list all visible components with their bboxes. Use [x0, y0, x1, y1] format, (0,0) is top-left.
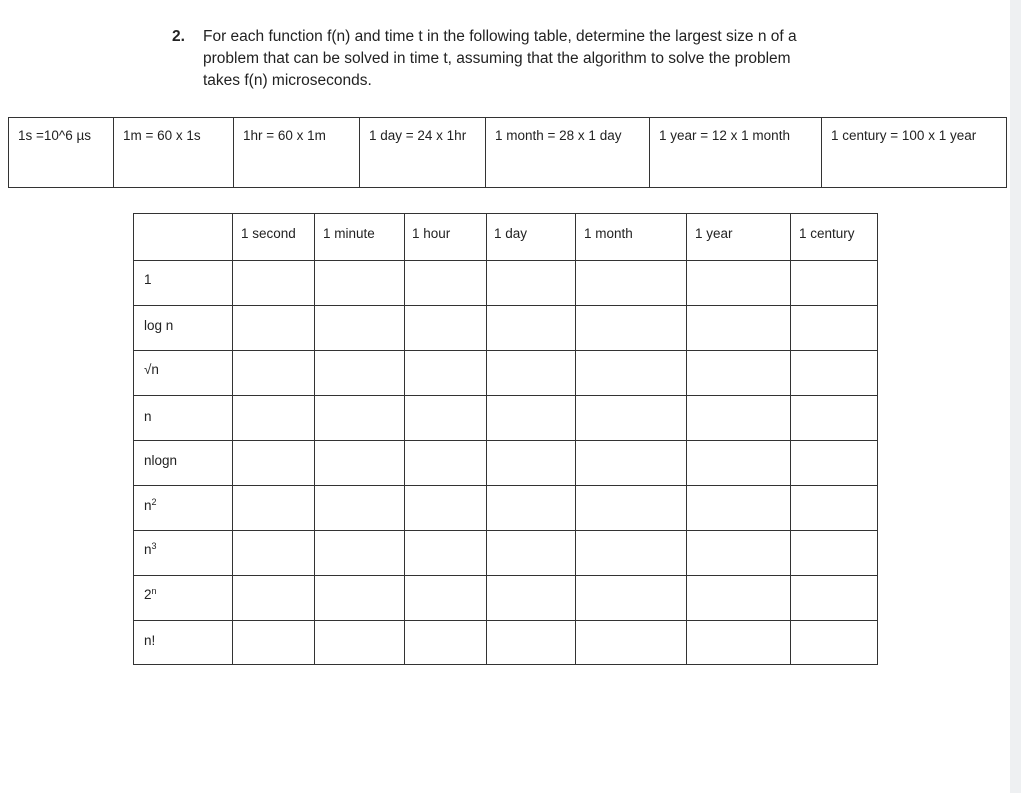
- column-header-hour: 1 hour: [412, 226, 451, 241]
- conversion-table: [8, 117, 1007, 188]
- grid-line: [134, 620, 877, 621]
- column-header-century: 1 century: [799, 226, 855, 241]
- grid-line: [314, 214, 315, 664]
- column-header-month: 1 month: [584, 226, 633, 241]
- conversion-cell-day: 1 day = 24 x 1hr: [360, 118, 486, 187]
- row-label-exponential: 2$^n$: [144, 586, 157, 602]
- row-label-sqrt: √n: [144, 362, 159, 377]
- grid-line: [134, 485, 877, 486]
- grid-line: [686, 214, 687, 664]
- grid-line: [134, 440, 877, 441]
- grid-line: [232, 214, 233, 664]
- row-label-cubic: $n^3$: [144, 541, 157, 557]
- grid-line: [134, 530, 877, 531]
- grid-line: [134, 305, 877, 306]
- column-header-day: 1 day: [494, 226, 528, 241]
- grid-line: [134, 260, 877, 261]
- row-label-log: log n: [144, 318, 174, 333]
- conversion-cell-month: 1 month = 28 x 1 day: [486, 118, 650, 187]
- column-header-minute: 1 minute: [323, 226, 375, 241]
- question-text: [203, 26, 863, 92]
- conversion-cell-hour: 1hr = 60 x 1m: [234, 118, 360, 187]
- conversion-cell-second: 1s =10^6 µs: [9, 118, 114, 187]
- grid-line: [134, 575, 877, 576]
- row-label-nlogn: nlogn: [144, 453, 178, 468]
- grid-line: [134, 395, 877, 396]
- conversion-cell-century: 1 century = 100 x 1 year: [831, 128, 977, 143]
- grid-line: [404, 214, 405, 664]
- question-number: 2.: [172, 28, 185, 45]
- question-line: takes f(n) microseconds.: [203, 72, 372, 89]
- row-label-constant: 1: [144, 272, 152, 287]
- row-label-quadratic: $n^2$: [144, 497, 157, 513]
- conversion-cell-year: 1 year = 12 x 1 month: [650, 118, 822, 187]
- grid-line: [134, 350, 877, 351]
- grid-line: [790, 214, 791, 664]
- grid-line: [486, 214, 487, 664]
- column-header-year: 1 year: [695, 226, 733, 241]
- question-line: For each function f(n) and time t in the following table, determine the largest size n of a: [203, 28, 797, 45]
- conversion-cell-minute: 1m = 60 x 1s: [114, 118, 234, 187]
- row-label-linear: n: [144, 409, 152, 424]
- row-label-factorial: n!: [144, 633, 156, 648]
- grid-line: [575, 214, 576, 664]
- complexity-table: [133, 213, 878, 665]
- scrollbar-strip: [1010, 0, 1021, 793]
- question-line: problem that can be solved in time t, assuming that the algorithm to solve the problem: [203, 50, 791, 67]
- column-header-second: 1 second: [241, 226, 296, 241]
